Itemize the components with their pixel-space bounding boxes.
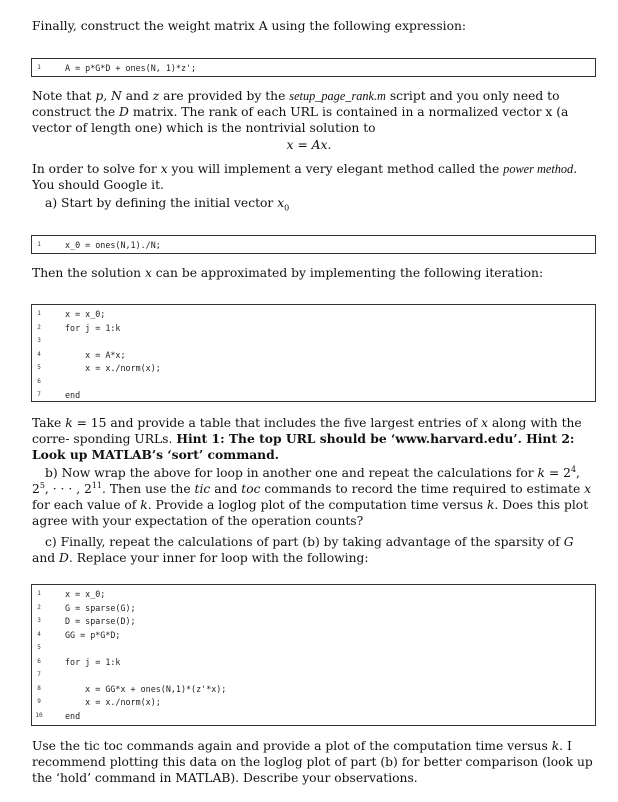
code-line [32,376,595,389]
code-line [32,335,595,348]
take-paragraph: Take k = 15 and provide a table that includes the five largest entries of x along with the corre- sponding URLs. Hint 1: The top URL should be ‘www.harvard.edu’. Hint 2: Look up MATLAB’s ‘sort’ command. [32,416,582,462]
code-block-iteration [31,304,596,402]
equation: x = Ax. [286,138,332,152]
line-number: 6 [37,377,41,385]
part-b-paragraph: b) Now wrap the above for loop in another one and repeat the calculations for $k = 2^4$, $2^5$, · · · , $2^{11}$. Then use the tic and toc commands to record the time required to estimate x for each value of k. Provide a loglog plot of the computation time versus k. Does this plot agree with your expectation of the operation counts? [32,464,592,528]
code-text: x = A*x; [65,349,126,360]
code-block-weight-matrix [31,58,596,77]
line-number: 5 [37,644,41,651]
code-line [32,696,595,709]
part-c-paragraph: c) Finally, repeat the calculations of part (b) by taking advantage of the sparsity of G and D. Replace your inner for loop with the following: [32,535,574,565]
line-number: 5 [37,364,41,371]
code-line [32,362,595,375]
line-number: 8 [37,684,41,692]
line-number: 3 [37,337,41,344]
code-line [32,669,595,682]
line-number: 3 [37,617,41,624]
code-line [32,615,595,628]
code-text: x = x./norm(x); [65,697,161,707]
line-number: 7 [37,671,41,678]
line-number: 2 [37,323,41,331]
code-text: x = x_0; [65,589,106,599]
line-number: 2 [37,603,41,611]
code-line [32,588,595,601]
line-number: 1 [37,590,41,597]
code-line [32,656,595,669]
code-text: end [65,710,81,721]
code-text: for j = 1:k [65,656,121,667]
code-line [32,683,595,696]
code-text: G = sparse(G); [65,602,136,613]
line-number: 1 [37,64,41,71]
code-line [32,62,595,75]
code-text: A = p*G*D + ones(N, 1)*z'; [65,63,197,73]
code-line [32,349,595,362]
code-line [32,642,595,655]
line-number: 9 [37,698,41,705]
code-text: x_0 = ones(N,1)./N; [65,240,161,250]
line-number: 7 [37,391,41,398]
code-text: GG = p*G*D; [65,629,121,640]
code-text: end [65,390,81,400]
code-line [32,308,595,321]
line-number: 1 [37,310,41,317]
final-paragraph: Use the tic toc commands again and provide a plot of the computation time versus k. I recommend plotting this data on the loglog plot of part (b) for better comparison (look up the ‘hold’ command in MATLAB). Describe your observations. [32,739,593,785]
note-paragraph: Note that p, N and z are provided by the setup_page_rank.m script and you only need to construct the D matrix. The rank of each URL is contained in a normalized vector x (a vector of length one) which is the nontrivial solution to [32,89,569,135]
code-line [32,239,595,252]
code-line [32,389,595,402]
line-number: 10 [35,711,43,719]
code-text: x = x_0; [65,309,106,319]
code-line [32,710,595,723]
code-line [32,602,595,615]
code-text: x = GG*x + ones(N,1)*(z'*x); [65,683,227,694]
code-block-initial-vector [31,235,596,254]
line-number: 1 [37,241,41,248]
intro-paragraph: Finally, construct the weight matrix A using the following expression: [32,19,467,33]
code-line [32,629,595,642]
iteration-paragraph: Then the solution x can be approximated by implementing the following iteration: [32,266,544,280]
part-a-text: a) Start by defining the initial vector $x_0$ [45,196,290,213]
line-number: 4 [37,350,41,358]
power-method-paragraph: In order to solve for x you will implement a very elegant method called the power method. You should Google it. [32,162,578,192]
code-text: D = sparse(D); [65,616,136,626]
code-text: for j = 1:k [65,322,121,333]
code-block-sparse [31,584,596,726]
code-line [32,322,595,335]
code-text: x = x./norm(x); [65,363,161,373]
line-number: 4 [37,630,41,638]
line-number: 6 [37,657,41,665]
